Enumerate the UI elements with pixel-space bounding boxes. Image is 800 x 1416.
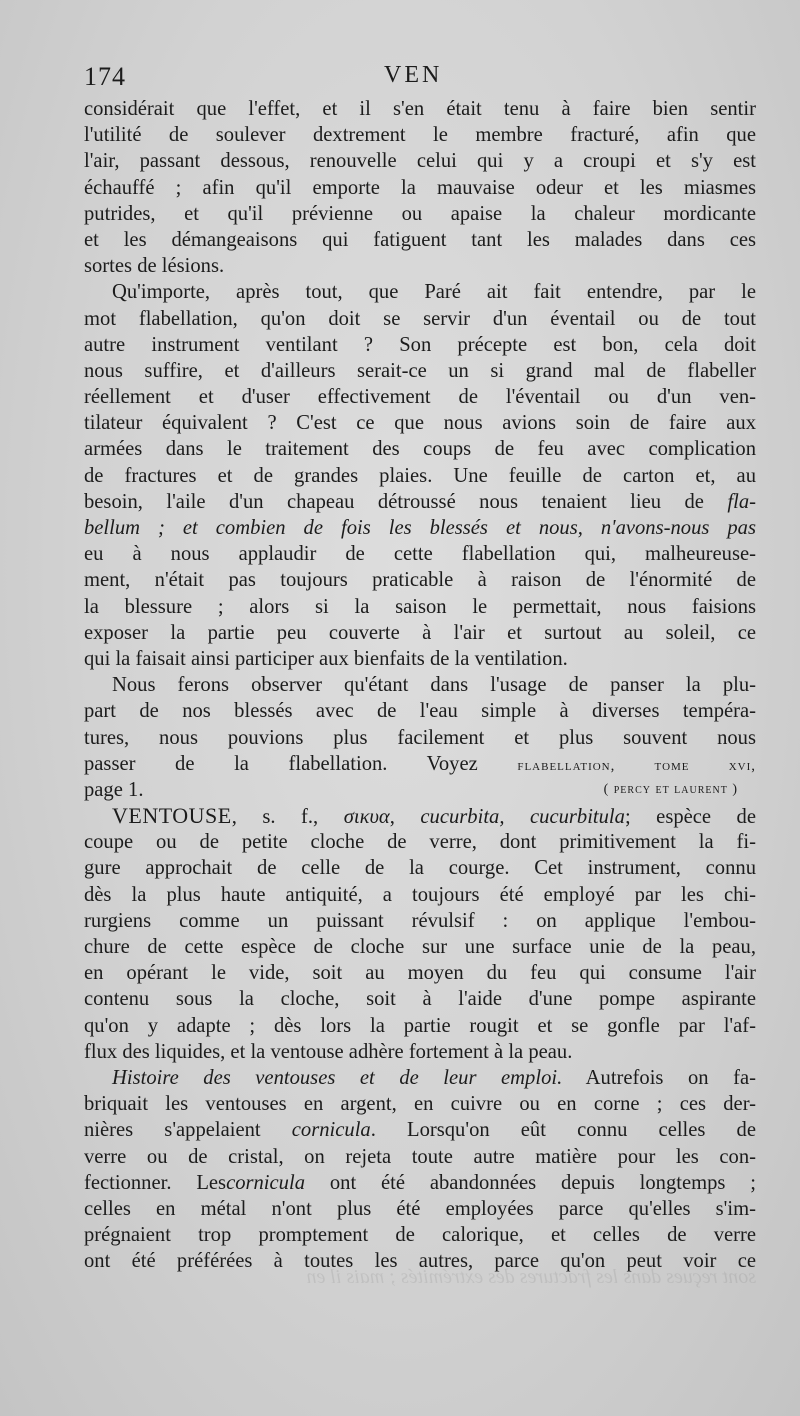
text-line: putrides, et qu'il prévienne ou apaise la chaleur mordicante bbox=[84, 202, 756, 225]
text-line bbox=[84, 751, 756, 777]
text-line: la blessure ; alors si la saison le permettait, nous faisions bbox=[84, 595, 756, 618]
text-line: l'air, passant dessous, renouvelle celui qui y a croupi et s'y est bbox=[84, 150, 756, 173]
text-line: qui la faisait ainsi participer aux bienfaits de la ventilation. bbox=[84, 647, 568, 670]
text-line: prégnaient trop promptement de calorique, et celles de verre bbox=[84, 1224, 756, 1247]
headword: VENTOUSE bbox=[112, 803, 232, 829]
greek-term: σικυα bbox=[343, 806, 390, 829]
text-line: part de nos blessés avec de l'eau simple à diverses tempéra- bbox=[84, 700, 756, 723]
text-fragment: fectionner. Les bbox=[84, 1171, 227, 1194]
text-line: ont été préférées à toutes les autres, parce qu'on peut voir ce bbox=[84, 1250, 756, 1273]
cross-reference: flabellation, tome xvi, bbox=[517, 757, 756, 774]
body-text bbox=[84, 96, 756, 1274]
text-line: gure approchait de celle de la courge. Cet instrument, connu bbox=[84, 857, 756, 880]
text-fragment: , s. f., bbox=[231, 806, 319, 829]
running-head: VEN bbox=[384, 62, 443, 88]
section-heading: Histoire des ventouses et de leur emploi. bbox=[112, 1066, 563, 1089]
text-fragment: , bbox=[389, 806, 395, 829]
bleed-through-text: sont reçues dans les fractures des extrémités ; mais il en bbox=[306, 1266, 756, 1288]
text-line: tures, nous pouvions plus facilement et plus souvent nous bbox=[84, 726, 756, 749]
page-number: 174 bbox=[84, 62, 126, 91]
text-line: réellement et d'user effectivement de l'éventail ou d'un ven- bbox=[84, 386, 756, 409]
text-line: nous suffire, et d'ailleurs serait-ce un si grand mal de flabeller bbox=[84, 359, 756, 382]
text-fragment: nières s'appelaient bbox=[84, 1119, 261, 1142]
text-line: dès la plus haute antiquité, a toujours été employé par les chi- bbox=[84, 883, 756, 906]
text-line: Nous ferons observer qu'étant dans l'usage de panser la plu- bbox=[112, 674, 756, 697]
latin-term: cucurbita, cucurbitula bbox=[420, 806, 625, 829]
italic-word: bellum ; et combien de fois les blessés et nous, n'avons-nous pas bbox=[84, 517, 756, 539]
text-line: armées dans le traitement des coups de feu avec complication bbox=[84, 438, 756, 461]
text-line: et les démangeaisons qui fatiguent tant les malades dans ces bbox=[84, 228, 756, 251]
text-line: sortes de lésions. bbox=[84, 255, 225, 278]
text-line: flux des liquides, et la ventouse adhère fortement à la peau. bbox=[84, 1040, 573, 1063]
text-fragment: . Lorsqu'on eût connu celles de bbox=[370, 1119, 756, 1142]
text-line: Qu'importe, après tout, que Paré ait fait entendre, par le bbox=[112, 281, 756, 304]
section-heading-line bbox=[84, 1065, 756, 1091]
text-line: exposer la partie peu couverte à l'air et surtout au soleil, ce bbox=[84, 621, 756, 644]
text-line: ment, n'était pas toujours praticable à raison de l'énormité de bbox=[84, 569, 756, 592]
text-line: chure de cette espèce de cloche sur une surface unie de la peau, bbox=[84, 936, 756, 958]
entry-headline bbox=[84, 803, 756, 829]
text-line: contenu sous la cloche, soit à l'aide d'une pompe aspirante bbox=[84, 988, 756, 1011]
text-line bbox=[84, 489, 756, 515]
text-line: verre ou de cristal, on rejeta toute autre matière pour les con- bbox=[84, 1145, 756, 1168]
latin-term: cornicula bbox=[291, 1119, 371, 1142]
text-fragment: page 1. bbox=[84, 778, 144, 801]
text-line: tilateur équivalent ? C'est ce que nous avions soin de faire aux bbox=[84, 412, 756, 435]
author-signature: ( percy et laurent ) bbox=[603, 781, 738, 797]
text-fragment: passer de la flabellation. Voyez bbox=[84, 752, 478, 775]
text-line: considérait que l'effet, et il s'en était tenu à faire bien sentir bbox=[84, 98, 756, 120]
latin-term: cornicula bbox=[226, 1171, 305, 1194]
text-line bbox=[84, 515, 756, 541]
text-fragment: ; espèce de bbox=[624, 806, 756, 829]
text-fragment: Autrefois on fa- bbox=[585, 1066, 756, 1089]
text-line: celles en métal n'ont plus été employées parce qu'elles s'im- bbox=[84, 1197, 756, 1220]
text-line: qu'on y adapte ; dès lors la partie rougit et se gonfle par l'af- bbox=[84, 1014, 756, 1037]
text-line: briquait les ventouses en argent, en cuivre ou en corne ; ces der- bbox=[84, 1093, 756, 1116]
text-line: de fractures et de grandes plaies. Une feuille de carton et, au bbox=[84, 464, 756, 487]
text-line: coupe ou de petite cloche de verre, dont primitivement la fi- bbox=[84, 831, 756, 854]
text-line: en opérant le vide, soit au moyen du feu qui consume l'air bbox=[84, 962, 756, 985]
text-line: rurgiens comme un puissant révulsif : on applique l'embou- bbox=[84, 909, 756, 932]
text-line: l'utilité de soulever dextrement le membre fracturé, afin que bbox=[84, 124, 756, 147]
text-line: échauffé ; afin qu'il emporte la mauvaise odeur et les miasmes bbox=[84, 176, 756, 199]
italic-word: fla- bbox=[727, 490, 756, 513]
text-fragment: besoin, l'aile d'un chapeau détroussé nous tenaient lieu de bbox=[84, 490, 728, 513]
page-header bbox=[84, 62, 756, 96]
text-fragment: ont été abandonnées depuis longtemps ; bbox=[329, 1171, 756, 1194]
text-line bbox=[84, 777, 756, 803]
text-line: autre instrument ventilant ? Son précepte est bon, cela doit bbox=[84, 333, 756, 356]
text-line bbox=[84, 1170, 756, 1196]
text-line: mot flabellation, qu'on doit se servir d'un éventail ou de tout bbox=[84, 307, 756, 330]
text-line bbox=[84, 1117, 756, 1143]
text-line: eu à nous applaudir de cette flabellation qui, malheureuse- bbox=[84, 543, 756, 566]
